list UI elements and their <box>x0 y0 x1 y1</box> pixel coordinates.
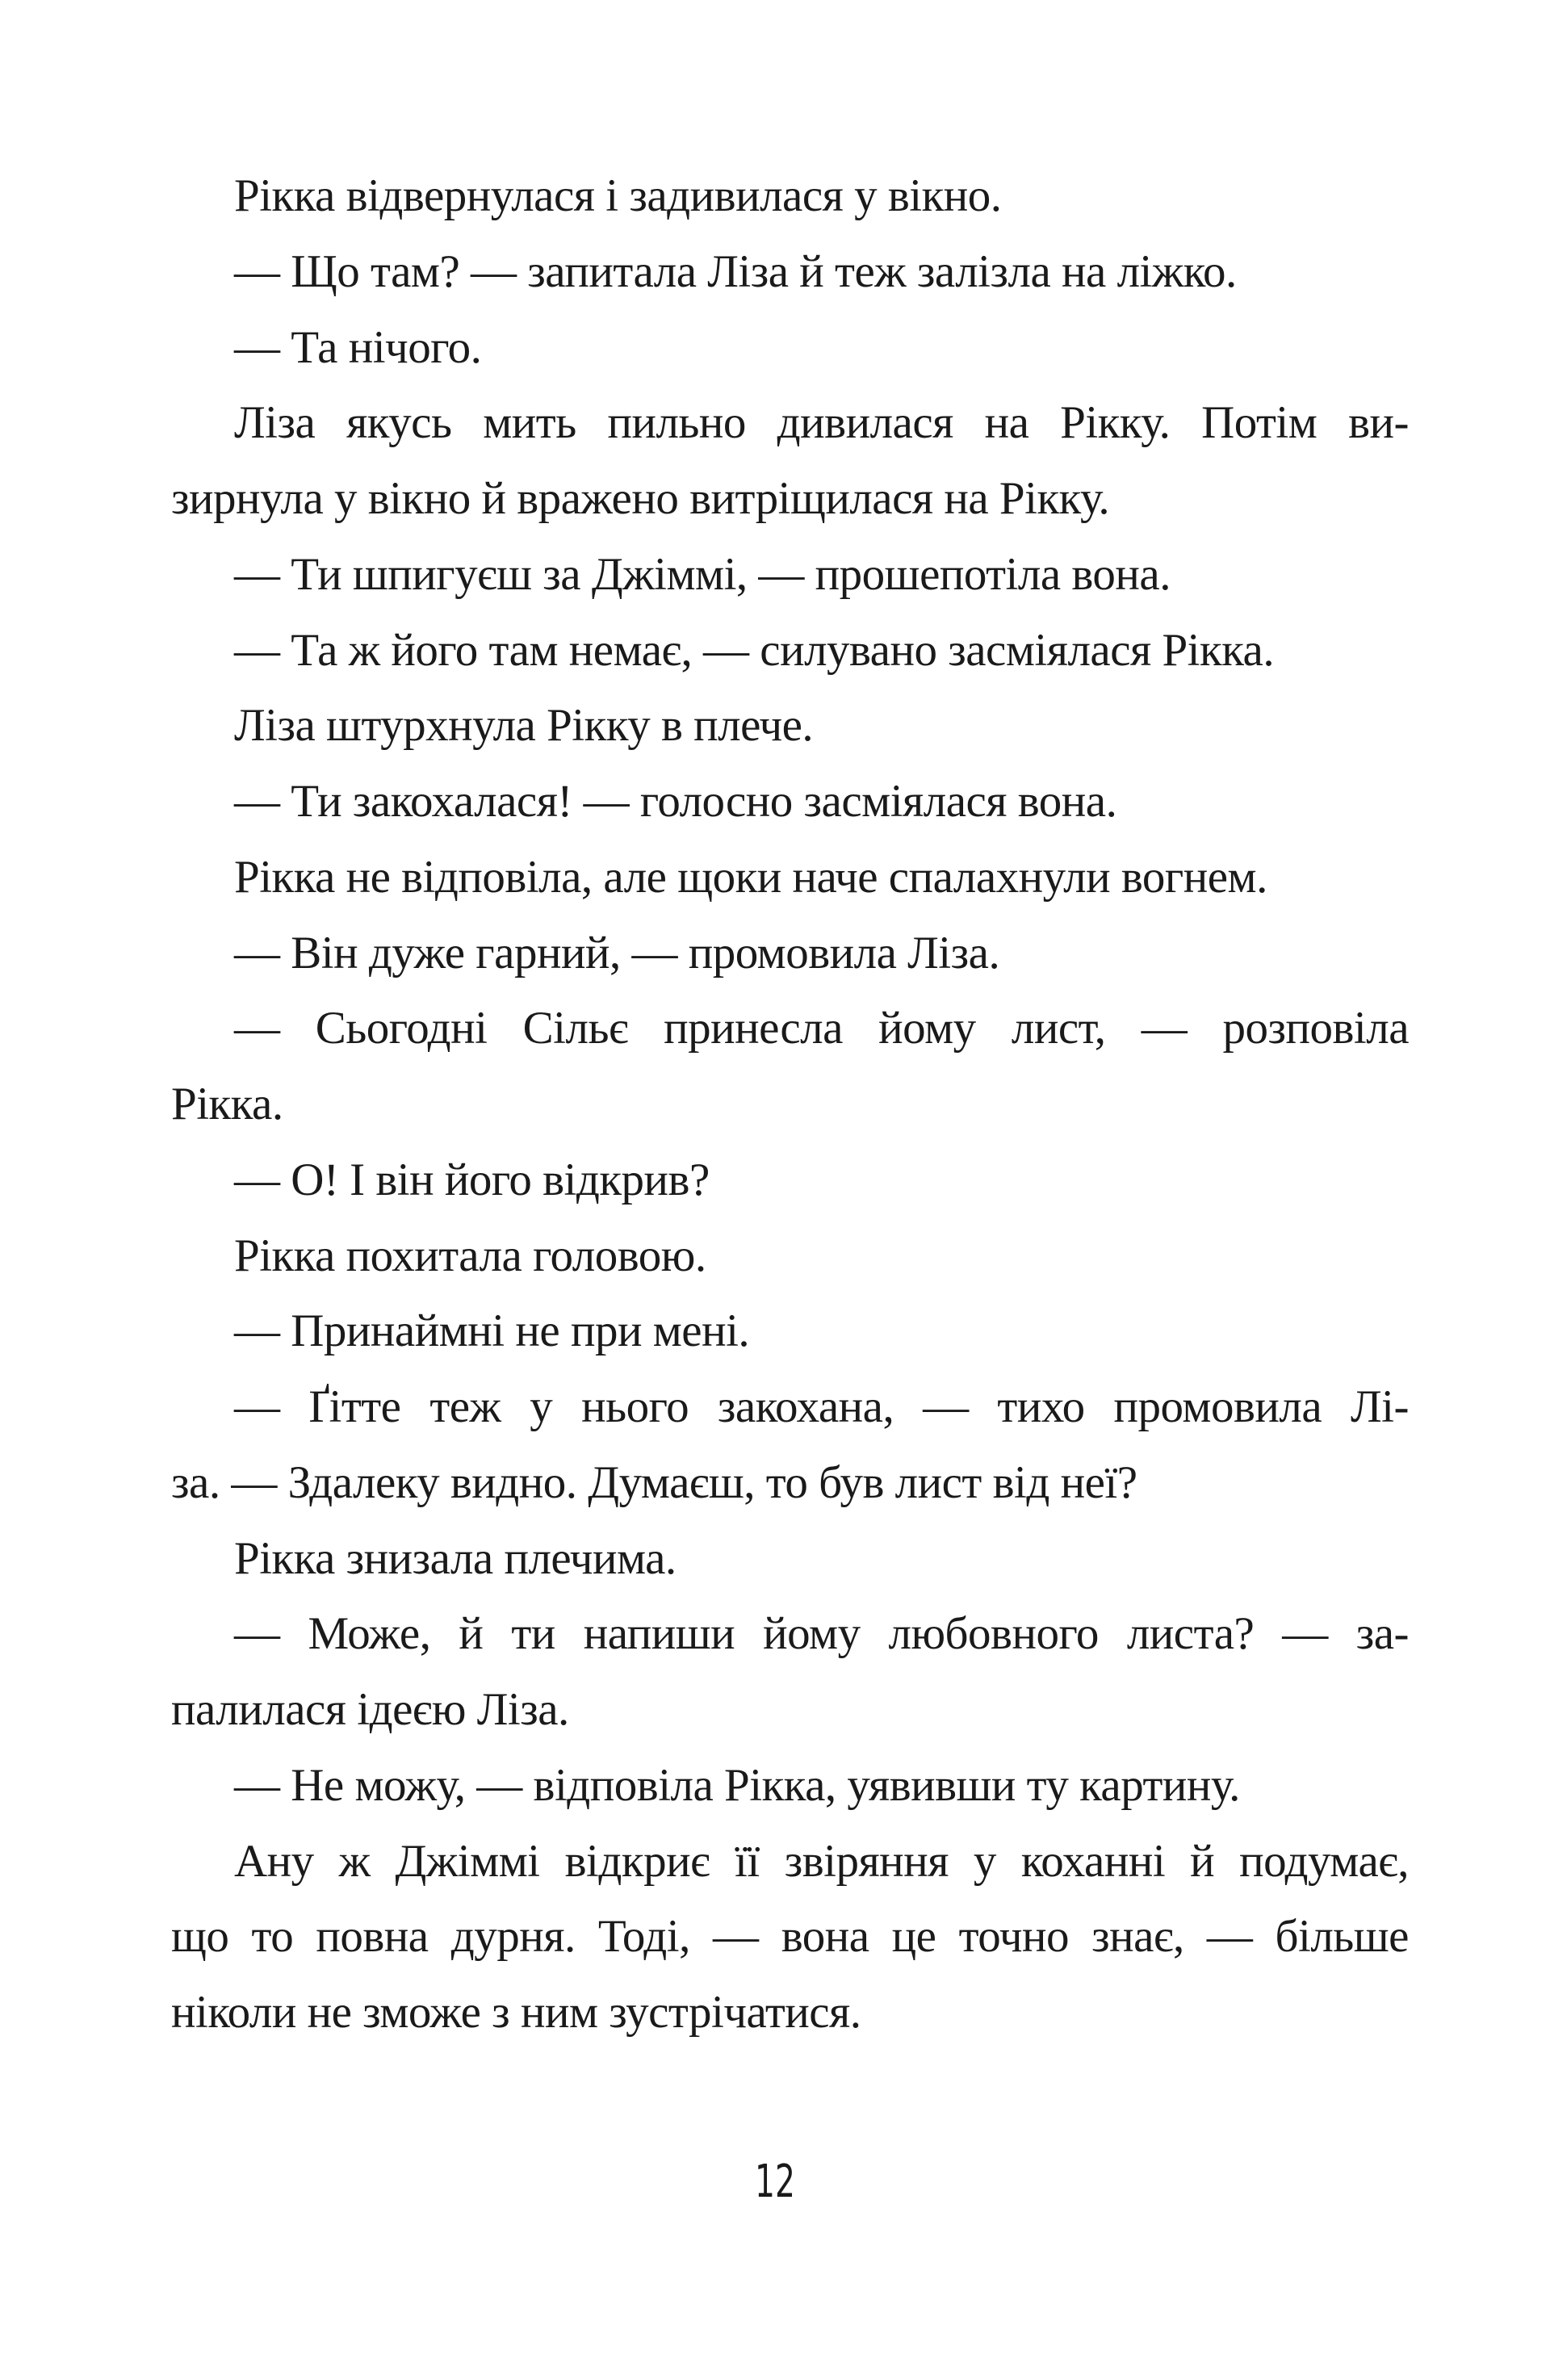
text-line: Рікка похитала головою. <box>234 1230 706 1281</box>
text-line: — Не можу, — відповіла Рікка, уявивши ту картину. <box>234 1759 1240 1811</box>
text-line: — Та ж його там немає, — силувано засміялася Рікка. <box>234 624 1275 676</box>
text-line: — Ти шпигуєш за Джіммі, — прошепотіла вона. <box>234 548 1171 600</box>
text-line: Ану ж Джіммі відкриє її звіряння у коханні й подумає, <box>234 1835 1409 1887</box>
text-line: — Сьогодні Сільє принесла йому лист, — розповіла <box>234 1003 1409 1054</box>
text-line: — Що там? — запитала Ліза й теж залізла на ліжко. <box>234 245 1237 297</box>
text-line: — Та нічого. <box>234 321 482 373</box>
body-text <box>171 158 1409 2051</box>
text-line: — Може, й ти напиши йому любовного листа? — за- <box>234 1608 1409 1660</box>
text-line: — Він дуже гарний, — промовила Ліза. <box>234 927 1000 978</box>
text-line: ніколи не зможе з ним зустрічатися. <box>171 1987 861 2038</box>
page-number: 12 <box>755 2156 795 2208</box>
text-line: — Ґітте теж у нього закохана, — тихо промовила Лі- <box>234 1381 1409 1432</box>
text-line: Ліза якусь мить пильно дивилася на Рікку. Потім ви- <box>234 397 1409 449</box>
text-line: — Ти закохалася! — голосно засміялася вона. <box>234 776 1117 827</box>
text-line: Рікка знизала плечима. <box>234 1532 677 1584</box>
text-line: — О! І він його відкрив? <box>234 1154 710 1205</box>
text-line: Ліза штурхнула Рікку в плече. <box>234 700 814 752</box>
text-line: Рікка відвернулася і задивилася у вікно. <box>234 170 1002 221</box>
text-line: палилася ідеєю Ліза. <box>171 1684 569 1735</box>
text-line: що то повна дурня. Тоді, — вона це точно знає, — більше <box>171 1911 1409 1963</box>
text-line: Рікка. <box>171 1079 283 1129</box>
text-line: зирнула у вікно й вражено витріщилася на Рікку. <box>171 473 1110 524</box>
text-line: — Принаймні не при мені. <box>234 1305 750 1357</box>
text-line: за. — Здалеку видно. Думаєш, то був лист від неї? <box>171 1456 1137 1508</box>
text-line: Рікка не відповіла, але щоки наче спалахнули вогнем. <box>234 851 1267 903</box>
